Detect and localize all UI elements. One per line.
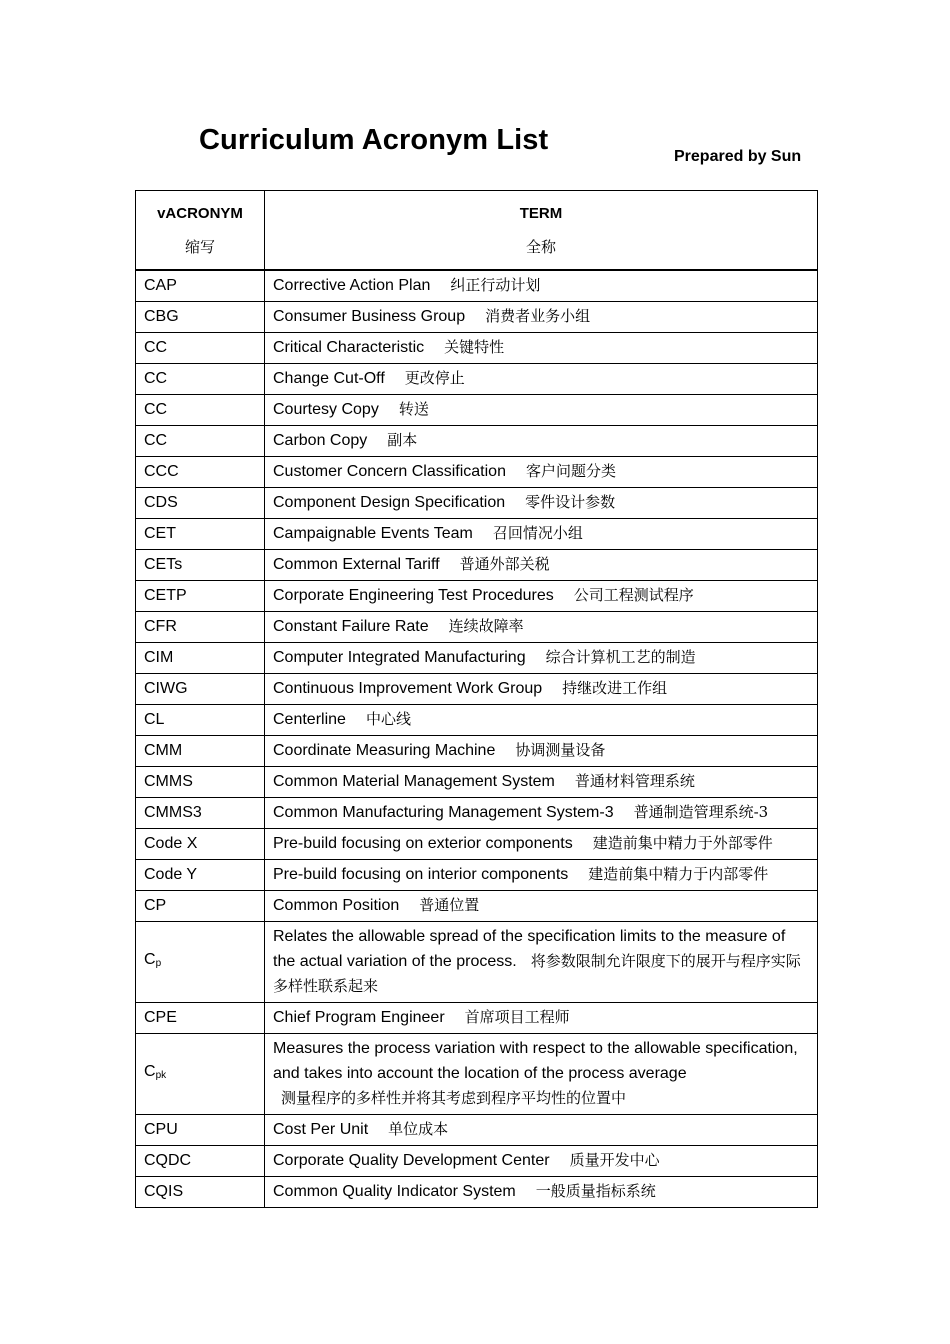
term-cell <box>265 642 818 673</box>
table-row <box>136 704 818 735</box>
acronym-cell: Code Y <box>136 859 265 890</box>
term-cell <box>265 1114 818 1145</box>
term-cell <box>265 394 818 425</box>
term-english: Centerline <box>273 711 346 728</box>
term-chinese: 建造前集中精力于外部零件 <box>592 834 773 852</box>
acronym-cell: CIWG <box>136 673 265 704</box>
term-english: Coordinate Measuring Machine <box>273 742 496 759</box>
term-english: Common External Tariff <box>273 556 440 573</box>
column-header-acronym-en: vACRONYM <box>157 204 243 222</box>
term-cell <box>265 1033 818 1114</box>
table-row <box>136 301 818 332</box>
term-cell <box>265 921 818 1002</box>
term-english: Campaignable Events Team <box>273 525 473 542</box>
table-row <box>136 487 818 518</box>
term-english: Chief Program Engineer <box>273 1009 445 1026</box>
table-row <box>136 673 818 704</box>
term-chinese: 客户问题分类 <box>525 462 616 480</box>
term-chinese: 转送 <box>398 400 429 418</box>
page-title: Curriculum Acronym List <box>199 124 549 156</box>
term-english: Computer Integrated Manufacturing <box>273 649 526 666</box>
acronym-cell: CPE <box>136 1002 265 1033</box>
term-chinese: 消费者业务小组 <box>485 307 591 325</box>
term-chinese: 普通位置 <box>419 896 480 914</box>
table-row <box>136 1033 818 1114</box>
term-chinese: 普通制造管理系统-3 <box>633 803 769 821</box>
term-cell <box>265 766 818 797</box>
term-english: Common Position <box>273 897 400 914</box>
term-english: Carbon Copy <box>273 432 368 449</box>
term-cell <box>265 828 818 859</box>
table-row <box>136 549 818 580</box>
term-cell <box>265 270 818 301</box>
term-chinese: 更改停止 <box>404 369 465 387</box>
acronym-cell: CAP <box>136 270 265 301</box>
table-row <box>136 1145 818 1176</box>
term-english: Continuous Improvement Work Group <box>273 680 543 697</box>
table-row <box>136 828 818 859</box>
term-chinese: 副本 <box>387 431 418 449</box>
column-header-term-en: TERM <box>519 204 563 222</box>
term-chinese: 公司工程测试程序 <box>573 586 694 604</box>
acronym-cell: CIM <box>136 642 265 673</box>
table-row <box>136 456 818 487</box>
term-chinese: 协调测量设备 <box>515 741 606 759</box>
term-chinese: 将参数限制允许限度下的展开与程序实际多样性联系起来 <box>273 951 801 995</box>
term-cell <box>265 425 818 456</box>
table-header-row <box>136 191 818 271</box>
column-header-term <box>265 191 818 271</box>
term-cell <box>265 673 818 704</box>
term-cell <box>265 332 818 363</box>
table-row <box>136 766 818 797</box>
acronym-cell: CL <box>136 704 265 735</box>
term-cell <box>265 890 818 921</box>
term-chinese: 召回情况小组 <box>492 524 583 542</box>
acronym-cell: CC <box>136 394 265 425</box>
term-cell <box>265 611 818 642</box>
table-row <box>136 1176 818 1207</box>
prepared-by: Prepared by Sun <box>674 148 802 165</box>
table-row <box>136 363 818 394</box>
term-cell <box>265 1145 818 1176</box>
acronym-cell: CC <box>136 425 265 456</box>
acronym-cell: CQIS <box>136 1176 265 1207</box>
acronym-base: C <box>144 1062 156 1080</box>
table-row <box>136 1002 818 1033</box>
term-chinese: 连续故障率 <box>448 617 524 635</box>
term-english: Common Quality Indicator System <box>273 1183 516 1200</box>
acronym-table <box>135 190 818 1208</box>
term-cell <box>265 580 818 611</box>
acronym-cell: CMMS3 <box>136 797 265 828</box>
acronym-base: C <box>144 950 156 968</box>
term-chinese: 单位成本 <box>388 1120 449 1138</box>
acronym-cell: CMMS <box>136 766 265 797</box>
acronym-cell: CET <box>136 518 265 549</box>
term-chinese: 建造前集中精力于内部零件 <box>588 865 769 883</box>
term-chinese: 纠正行动计划 <box>450 276 541 295</box>
term-chinese: 普通材料管理系统 <box>574 772 695 790</box>
term-chinese: 一般质量指标系统 <box>535 1182 656 1200</box>
term-cell <box>265 704 818 735</box>
term-english: Relates the allowable spread of the specification limits to the measure of the actual variation of the process. <box>273 927 786 970</box>
term-chinese: 首席项目工程师 <box>464 1008 570 1026</box>
term-cell <box>265 859 818 890</box>
table-row <box>136 394 818 425</box>
term-chinese: 持继改进工作组 <box>562 679 668 697</box>
table-row <box>136 1114 818 1145</box>
term-cell <box>265 1002 818 1033</box>
term-english: Component Design Specification <box>273 494 506 511</box>
acronym-cell: CQDC <box>136 1145 265 1176</box>
acronym-cell: CMM <box>136 735 265 766</box>
term-cell <box>265 1176 818 1207</box>
term-english: Measures the process variation with respect to the allowable specification, and takes into account the location of the process average <box>273 1039 798 1082</box>
term-cell <box>265 456 818 487</box>
acronym-cell: CC <box>136 363 265 394</box>
table-row <box>136 611 818 642</box>
acronym-cell: CC <box>136 332 265 363</box>
column-header-acronym-zh: 缩写 <box>184 237 215 256</box>
acronym-cell: CFR <box>136 611 265 642</box>
acronym-cell: CDS <box>136 487 265 518</box>
term-english: Customer Concern Classification <box>273 463 506 480</box>
acronym-cell: Code X <box>136 828 265 859</box>
acronym-cell: CETP <box>136 580 265 611</box>
table-row <box>136 797 818 828</box>
table-row <box>136 859 818 890</box>
acronym-subscript: pk <box>155 1069 167 1081</box>
term-chinese: 关键特性 <box>444 338 505 356</box>
term-english: Corporate Engineering Test Procedures <box>273 587 554 604</box>
term-english: Consumer Business Group <box>273 308 466 325</box>
term-chinese: 零件设计参数 <box>525 493 616 511</box>
table-row <box>136 735 818 766</box>
table-row <box>136 890 818 921</box>
term-english: Pre-build focusing on interior components <box>273 866 569 883</box>
acronym-cell <box>136 1033 265 1114</box>
table-row <box>136 518 818 549</box>
table-row <box>136 580 818 611</box>
term-chinese: 测量程序的多样性并将其考虑到程序平均性的位置中 <box>281 1088 627 1107</box>
term-cell <box>265 735 818 766</box>
column-header-acronym <box>136 191 265 271</box>
term-english: Critical Characteristic <box>273 339 425 356</box>
term-english: Pre-build focusing on exterior components <box>273 835 573 852</box>
table-row <box>136 425 818 456</box>
acronym-cell: CBG <box>136 301 265 332</box>
acronym-cell: CETs <box>136 549 265 580</box>
acronym-cell <box>136 921 265 1002</box>
term-english: Cost Per Unit <box>273 1121 369 1138</box>
term-chinese: 普通外部关税 <box>459 555 550 573</box>
term-chinese: 综合计算机工艺的制造 <box>545 648 696 666</box>
term-cell <box>265 301 818 332</box>
term-english: Common Material Management System <box>273 773 555 790</box>
term-english: Change Cut-Off <box>273 370 385 387</box>
acronym-subscript: p <box>155 957 162 969</box>
table-row <box>136 921 818 1002</box>
table-row <box>136 642 818 673</box>
term-english: Common Manufacturing Management System-3 <box>273 804 614 821</box>
table-body <box>136 270 818 1207</box>
table-row <box>136 270 818 301</box>
term-english: Courtesy Copy <box>273 401 379 418</box>
term-cell <box>265 797 818 828</box>
acronym-cell: CCC <box>136 456 265 487</box>
term-english: Corporate Quality Development Center <box>273 1152 550 1169</box>
acronym-cell: CPU <box>136 1114 265 1145</box>
table-row <box>136 332 818 363</box>
term-cell <box>265 518 818 549</box>
term-cell <box>265 363 818 394</box>
term-english: Corrective Action Plan <box>273 277 431 295</box>
term-english: Constant Failure Rate <box>273 618 429 635</box>
term-chinese: 中心线 <box>365 710 411 728</box>
column-header-term-zh: 全称 <box>525 237 556 256</box>
acronym-cell: CP <box>136 890 265 921</box>
term-cell <box>265 487 818 518</box>
term-cell <box>265 549 818 580</box>
term-chinese: 质量开发中心 <box>569 1151 660 1169</box>
